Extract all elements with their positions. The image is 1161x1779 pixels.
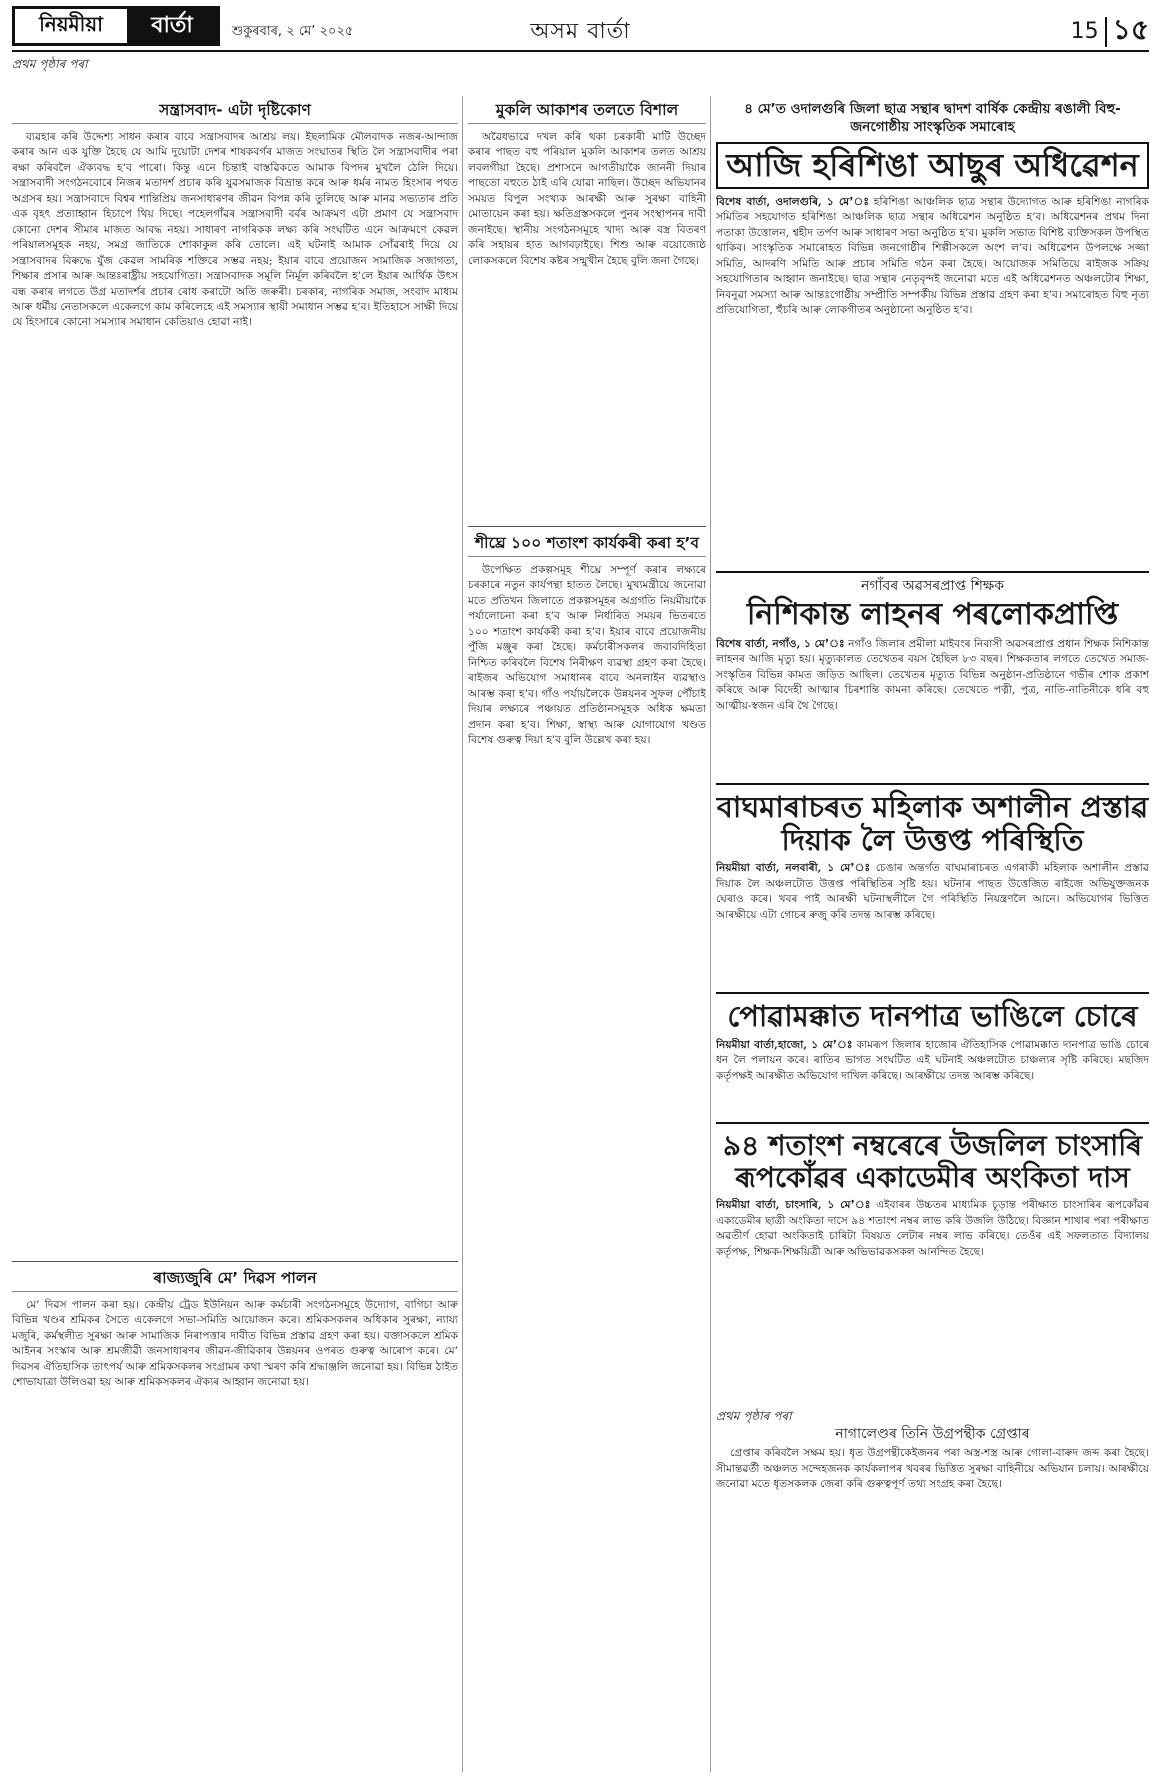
story-kicker: নাগালেণ্ডৰ তিনি উগ্ৰপন্থীক গ্ৰেপ্তাৰ [835,1425,1030,1442]
story-kicker: নগাঁবৰ অৱসৰপ্ৰাপ্ত শিক্ষক [860,577,1005,594]
article-title: সন্ত্ৰাসবাদ- এটা দৃষ্টিকোণ [12,100,458,124]
headline: বাঘমাৰাচৰত মহিলাক অশালীন প্ৰস্তাৱ দিয়াক লৈ উত্তপ্ত পৰিস্থিতি [716,789,1149,858]
publication-date: শুকুৰবাৰ, ২ মে’ ২০২৫ [232,24,354,39]
article-body: মে’ দিৱস পালন কৰা হয়। কেন্দ্ৰীয় ট্ৰেড ইউনিয়ন আৰু কৰ্মচাৰী সংগঠনসমূহে উদ্যোগ, বাগিচা আৰু বিভিন্ন খণ্ডৰ শ্ৰমিকৰ সৈতে একেলগে সভা-সমিতি আয়োজন কৰে। শ্ৰমিকসকলৰ অধিকাৰ সুৰক্ষা, ন্যায্য মজুৰি, কৰ্মস্থলীত সুৰক্ষা আৰু সামাজিক নিৰাপত্তাৰ দাবীত বিভিন্ন প্ৰস্তাৱ গ্ৰহণ কৰা হয়। বক্তাসকলে শ্ৰমিক আইনৰ সংস্কাৰ আৰু শ্ৰমজীৱী জনসাধাৰণৰ জীৱন-জীৱিকাৰ উন্নয়নৰ ওপৰত গুৰুত্ব আৰোপ কৰে। মে’ দিৱসৰ ঐতিহাসিক তাৎপৰ্য আৰু শ্ৰমিকসকলৰ সংগ্ৰামৰ কথা স্মৰণ কৰি শ্ৰদ্ধাঞ্জলি জনোৱা হয়। বিভিন্ন ঠাইত শোভাযাত্ৰা উলিওৱা হয় আৰু শ্ৰমিকসকলৰ ঐক্যৰ আহ্বান জনোৱা হয়। [12,1299,458,1389]
article-text: এইবাৰৰ উচ্চতৰ মাধ্যমিক চূড়ান্ত পৰীক্ষাত চাংসাৰিৰ ৰূপকোঁৱৰ একাডেমীৰ ছাত্ৰী অংকিতা দাসে ৯৪ শতাংশ নম্বৰ লাভ কৰি উজলি উঠিছে। বিজ্ঞান শাখাৰ পৰা পৰীক্ষাত অৱতীৰ্ণ হোৱা অংকিতাই চাৰিটা বিষয়ত লেটাৰ নম্বৰ লাভ কৰিছে। তেওঁৰ এই সফলতাত বিদ্যালয় কৰ্তৃপক্ষ, শিক্ষক-শিক্ষয়িত্ৰী আৰু অভিভাৱকসকল আনন্দিত হৈছে। [716,1199,1149,1258]
dateline: নিয়মীয়া বাৰ্তা, নলবাৰী, ১ মে’ঃ [716,862,871,875]
article-text: কামৰূপ জিলাৰ হাজোৰ ঐতিহাসিক পোৱামক্কাত দানপাত্ৰ ভাঙি চোৰে ধন লৈ পলায়ন কৰে। ৰাতিৰ ভাগত সংঘটিত এই ঘটনাই অঞ্চলটোত চাঞ্চল্যৰ সৃষ্টি কৰিছে। মছজিদ কৰ্তৃপক্ষই আৰক্ষীত অভিযোগ দাখিল কৰিছে। আৰক্ষীয়ে তদন্ত আৰম্ভ কৰিছে। [716,1038,1149,1082]
article-body [716,1038,1149,1116]
dateline: বিশেষ বাৰ্তা, নগাঁও, ১ মে’ঃ [716,637,845,650]
dateline: বিশেষ বাৰ্তা, ওদালগুৰি, ১ মে’ঃ [716,195,870,208]
headline: আজি হৰিশিঙা আছুৰ অধিৱেশন [716,142,1149,189]
article-text: নগাঁও জিলাৰ প্ৰমীলা মাইবংৰ নিবাসী অৱসৰপ্ৰাপ্ত প্ৰধান শিক্ষক নিশিকান্ত লাহনৰ আজি মৃত্যু হয়। মৃত্যুকালত তেখেতৰ বয়স হৈছিল ৮৩ বছৰ। শিক্ষকতাৰ লগতে তেখেত সমাজ-সংস্কৃতিৰ বিভিন্ন কামত জড়িত আছিল। তেখেতৰ মৃত্যুত বিভিন্ন অনুষ্ঠান-প্ৰতিষ্ঠানে গভীৰ শোক প্ৰকাশ কৰিছে আৰু বিদেহী আত্মাৰ চিৰশান্তি কামনা কৰিছে। তেখেতে পত্নী, পুত্ৰ, নাতি-নাতিনীকে ধৰি বহু আত্মীয়-স্বজন এৰি থৈ গৈছে। [716,637,1149,712]
page-number-divider [1105,17,1107,47]
continued-label: প্ৰথম পৃষ্ঠাৰ পৰা [716,1409,792,1424]
article-body: ব্যৱহাৰ কৰি উদ্দেশ্য সাধন কৰাৰ বাবে সন্ত্ৰাসবাদৰ আশ্ৰয় লয়। ইছলামিক মৌলবাদক নজৰ-আন্দাজ কৰাৰ আন এক যুক্তি হৈছে যে আমি দুয়োটা দেশৰ শাষকবৰ্গৰ মাজত সংঘাতৰ স্থিতি লৈ সন্ত্ৰাসবাদীৰ পৰা ৰক্ষা কৰিবলৈ ঐক্যবদ্ধ হ’ব পাৰো। কিন্তু এনে চিন্তাই বাস্তৱিকতে আমাক বিপদৰ মুখলৈ ঠেলি দিয়ে। সন্ত্ৰাসবাদী সংগঠনবোৰে নিজৰ মতাদৰ্শ প্ৰচাৰ কৰি যুৱসমাজক বিভ্ৰান্ত কৰে আৰু ধৰ্মৰ নামত হিংসাৰ পথত অগ্ৰসৰ হয়। সন্ত্ৰাসবাদে বিশ্বৰ শান্তিপ্ৰিয় জনসাধাৰণৰ জীৱন বিপন্ন কৰি তুলিছে আৰু মানৱ সভ্যতাৰ প্ৰতি এক বৃহৎ প্ৰত্যাহ্বান হিচাপে থিয় দিছে। পহেলগাঁৱৰ সন্ত্ৰাসবাদী বৰ্বৰ আক্ৰমণ এটা প্ৰমাণ যে সন্ত্ৰাসবাদ কোনো দেশৰ সীমাৰ মাজত আবদ্ধ নহয়। সাধাৰণ নাগৰিকক লক্ষ্য কৰি সংঘটিত এনে আক্ৰমণে কেৱল পৰিয়ালসমূহক নহয়, সমগ্ৰ জাতিকে শোকাকুল কৰি তোলে। এই ঘটনাই আমাক সোঁৱৰাই দিয়ে যে সন্ত্ৰাসবাদৰ বিৰুদ্ধে যুঁজ কেৱল সামৰিক শক্তিৰে সম্ভৱ নহয়; ইয়াৰ বাবে প্ৰয়োজন সামাজিক সজাগতা, শিক্ষাৰ প্ৰসাৰ আৰু আন্তঃৰাষ্ট্ৰীয় সহযোগিতা। সন্ত্ৰাসবাদক সমূলি নিৰ্মূল কৰিবলৈ হ’লে ইয়াৰ আৰ্থিক উৎস বন্ধ কৰাৰ লগতে উগ্ৰ মতাদৰ্শৰ প্ৰচাৰ ৰোধ কৰাটো অতি জৰুৰী। চৰকাৰ, নাগৰিক সমাজ, সংবাদ মাধ্যম আৰু ধৰ্মীয় নেতাসকলে একেলগে কাম কৰিলেহে এই সমস্যাৰ স্থায়ী সমাধান সম্ভৱ হ’ব। ইতিহাসে সাক্ষী দিয়ে যে হিংসাৰে কোনো সমস্যাৰ সমাধান কেতিয়াও হোৱা নাই। [12,131,458,329]
column-divider [462,96,463,1772]
page-number-latin: 15 [1070,19,1099,44]
headline: ৯৪ শতাংশ নম্বৰেৰে উজলিল চাংসাৰি ৰূপকোঁৱৰ একাডেমীৰ অংকিতা দাস [722,1128,1143,1194]
story-separator [716,1122,1149,1124]
article-body [716,861,1149,986]
story-separator [468,526,706,527]
column-middle [468,100,706,1772]
article-body [716,637,1149,777]
article-body: গ্ৰেপ্তাৰ কৰিবলৈ সক্ষম হয়। ধৃত উগ্ৰপন্থীকেইজনৰ পৰা অস্ত্ৰ-শস্ত্ৰ আৰু গোলা-বাৰুদ জব্দ কৰা হৈছে। সীমান্তৱৰ্তী অঞ্চলত সন্দেহজনক কাৰ্যকলাপৰ খবৰৰ ভিত্তিত সুৰক্ষা বাহিনীয়ে অভিযান চলায়। আৰক্ষীয়ে জনোৱা মতে ধৃতসকলক জেৰা কৰি গুৰুত্বপূৰ্ণ তথ্য সংগ্ৰহ কৰা হৈছে। [716,1447,1149,1490]
headline: পোৱামক্কাত দানপাত্ৰ ভাঙিলে চোৰে [727,999,1138,1034]
story-separator [716,783,1149,785]
masthead [0,0,1161,72]
article-text: চেঙাৰ অন্তৰ্গত বাঘমাৰাচৰত এগৰাকী মহিলাক অশালীন প্ৰস্তাৱ দিয়াক লৈ অঞ্চলটোত উত্তপ্ত পৰিস্থিতিৰ সৃষ্টি হয়। ঘটনাৰ পাছত উত্তেজিত ৰাইজে অভিযুক্তজনক ঘেৰাও কৰে। খবৰ পাই আৰক্ষী ঘটনাস্থলীলৈ গৈ পৰিস্থিতি নিয়ন্ত্ৰণলৈ আনে। অভিযোগৰ ভিত্তিত আৰক্ষীয়ে এটা গোচৰ ৰুজু কৰি তদন্ত আৰম্ভ কৰিছে। [716,862,1149,921]
masthead-rule [12,50,1149,52]
section-title: অসম বাৰ্তা [530,19,631,44]
dateline: নিয়মীয়া বাৰ্তা, চাংসাৰি, ১ মে’ঃ [716,1199,871,1212]
column-divider [710,96,711,1772]
story-separator [716,992,1149,994]
headline: নিশিকান্ত লাহনৰ পৰলোকপ্ৰাপ্তি [746,597,1119,633]
story-kicker: ৪ মে’ত ওদালগুৰি জিলা ছাত্ৰ সন্থাৰ দ্বাদশ বাৰ্ষিক কেন্দ্ৰীয় ৰঙালী বিহু-জনগোষ্ঠীয় সাংস্কৃতিক সমাৰোহ [744,101,1121,135]
article-text: হৰিশিঙা আঞ্চলিক ছাত্ৰ সন্থাৰ উদ্যোগত আৰু হৰিশিঙা নাগৰিক সমিতিৰ সহযোগত হৰিশিঙা আঞ্চলিক ছাত্ৰ সন্থাৰ অধিৱেশন অনুষ্ঠিত হ’ব। অধিৱেশনৰ প্ৰথম দিনা পতাকা উত্তোলন, শ্বহীদ তৰ্পণ আৰু সাধাৰণ সভা অনুষ্ঠিত হ’ব। মুকলি সভাত বিশিষ্ট ব্যক্তিসকল উপস্থিত থাকিব। সাংস্কৃতিক সমাৰোহত বিভিন্ন জনগোষ্ঠীৰ শিল্পীসকলে অংশ ল’ব। অধিৱেশন উপলক্ষে সজ্জা সমিতি, আদৰণি সমিতি আৰু প্ৰচাৰ সমিতি গঠন কৰা হৈছে। আয়োজক সমিতিয়ে ৰাইজক সক্ৰিয় সহযোগিতাৰ আহ্বান জনাইছে। ছাত্ৰ সন্থাৰ নেতৃবৃন্দই জনোৱা মতে এই অধিৱেশনত অঞ্চলটোৰ শিক্ষা, নিবনুৱা সমস্যা আৰু আন্তঃগোষ্ঠীয় সম্প্ৰীতি সম্পৰ্কীয় বিভিন্ন প্ৰস্তাৱ গ্ৰহণ কৰা হ’ব। সমাৰোহত বিহু নৃত্য প্ৰতিযোগিতা, হুঁচৰি আৰু লোকগীতৰ অনুষ্ঠানো অনুষ্ঠিত হ’ব। [716,195,1149,316]
continued-label: প্ৰথম পৃষ্ঠাৰ পৰা [12,57,88,71]
article-body: উপেক্ষিত প্ৰকল্পসমূহ শীঘ্ৰে সম্পূৰ্ণ কৰাৰ লক্ষ্যৰে চৰকাৰে নতুন কাৰ্যপন্থা হাতত লৈছে। মুখ্যমন্ত্ৰীয়ে জনোৱা মতে প্ৰতিখন জিলাতে প্ৰকল্পসমূহৰ অগ্ৰগতি নিয়মীয়াকৈ পৰ্যালোচনা কৰা হ’ব আৰু নিৰ্ধাৰিত সময়ৰ ভিতৰতে ১০০ শতাংশ কাৰ্যকৰী কৰা হ’ব। ইয়াৰ বাবে প্ৰয়োজনীয় পুঁজি মঞ্জুৰ কৰা হৈছে। কৰ্মচাৰীসকলৰ জবাবদিহিতা নিশ্চিত কৰিবলৈ বিশেষ নিৰীক্ষণ ব্যৱস্থা গ্ৰহণ কৰা হৈছে। ৰাইজৰ অভিযোগ সমাধানৰ বাবে অনলাইন ব্যৱস্থাও আৰম্ভ কৰা হ’ব। গাঁও পৰ্যায়লৈকে উন্নয়নৰ সুফল পৌঁচাই দিয়াৰ লক্ষ্যৰে পঞ্চায়ত প্ৰতিষ্ঠানসমূহক অধিক ক্ষমতা প্ৰদান কৰা হ’ব। শিক্ষা, স্বাস্থ্য আৰু যোগাযোগ খণ্ডত বিশেষ গুৰুত্ব দিয়া হ’ব বুলি উল্লেখ কৰা হয়। [468,564,706,746]
logo-part2: বাৰ্তা [127,9,217,43]
logo-part1: নিয়মীয়া [15,9,127,43]
story-separator [12,1261,458,1262]
story-separator [716,571,1149,573]
article-title: শীঘ্ৰে ১০০ শতাংশ কাৰ্যকৰী কৰা হ’ব [468,533,706,557]
article-title: মুকলি আকাশৰ তলতে বিশাল [468,100,706,124]
article-body [716,195,1149,565]
article-title: ৰাজ্যজুৰি মে’ দিৱস পালন [12,1268,458,1292]
article-body: অৱৈধভাৱে দখল কৰি থকা চৰকাৰী মাটি উচ্ছেদ কৰাৰ পাছত বহু পৰিয়াল মুকলি আকাশৰ তলত আশ্ৰয় লবলগীয়া হৈছে। প্ৰশাসনে আগতীয়াকৈ জাননী দিয়াৰ পাছতো বহুতে ঠাই এৰি যোৱা নাছিল। উচ্ছেদ অভিযানৰ সময়ত বিপুল সংখ্যক আৰক্ষী আৰু সুৰক্ষা বাহিনী মোতায়েন কৰা হয়। ক্ষতিগ্ৰস্তসকলে পুনৰ সংস্থাপনৰ দাবী জনাইছে। স্থানীয় সংগঠনসমূহে খাদ্য আৰু বস্ত্ৰ বিতৰণ কৰি সহায়ৰ হাত আগবঢ়াইছে। শিশু আৰু বয়োজ্যেষ্ঠ লোকসকলে বিশেষ কষ্টৰ সন্মুখীন হৈছে বুলি জনা গৈছে। [468,131,706,267]
dateline: নিয়মীয়া বাৰ্তা,হাজো, ১ মে’ঃ [716,1038,853,1051]
article-body [716,1198,1149,1403]
column-left [12,100,458,1772]
page-number-bengali: ১৫ [1112,13,1149,46]
column-right [716,100,1149,1772]
page-number [1071,8,1149,55]
